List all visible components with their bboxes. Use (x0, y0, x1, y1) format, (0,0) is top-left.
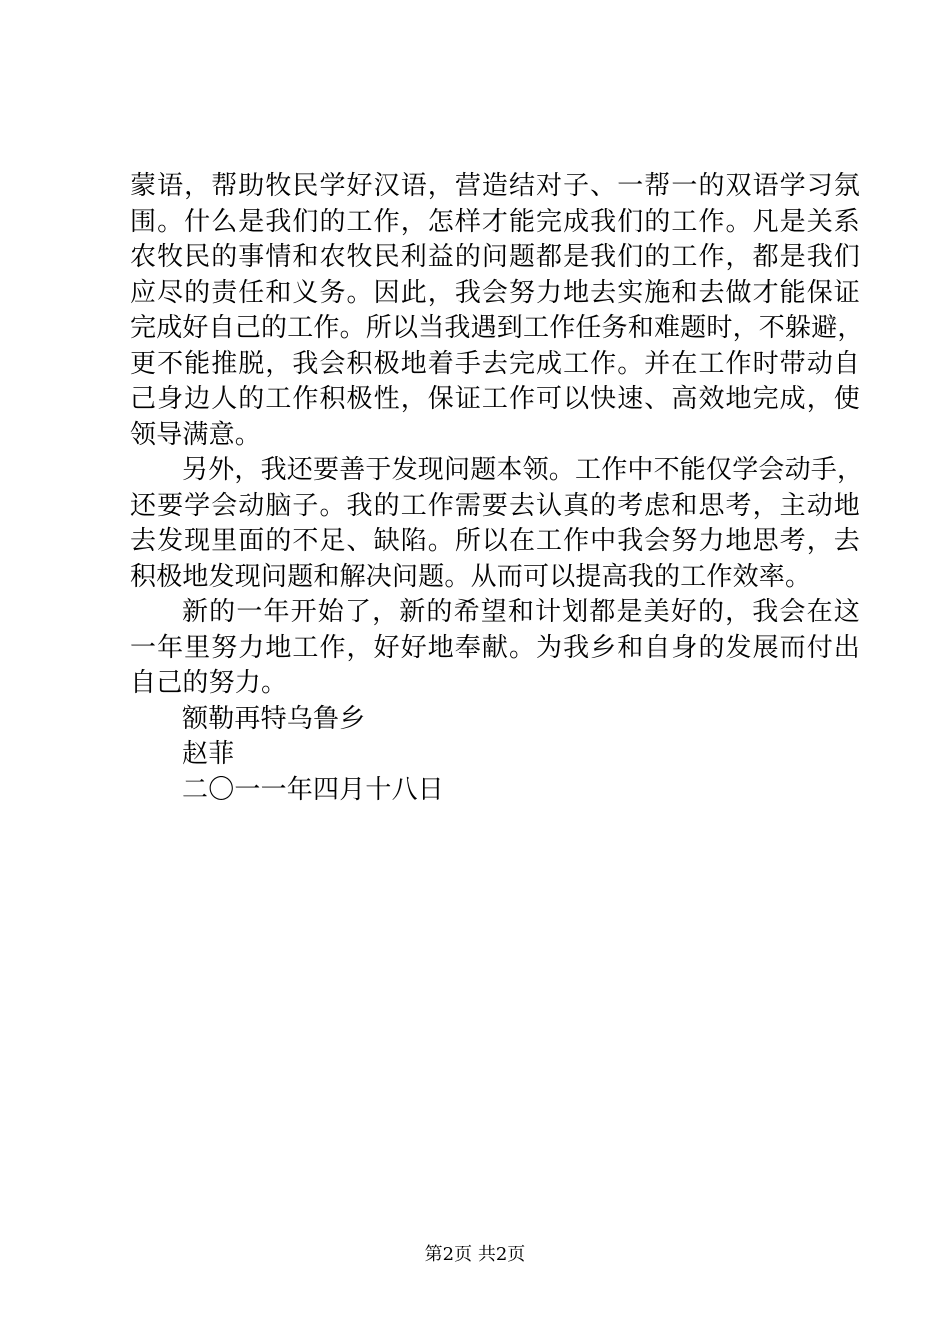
paragraph-1 (130, 169, 864, 453)
paragraph-line: 去发现里面的不足、缺陷。所以在工作中我会努力地思考，去 (130, 526, 860, 556)
document-body (130, 169, 864, 808)
page-footer (0, 1243, 950, 1267)
signature-organization: 额勒再特乌鲁乡 (182, 703, 366, 734)
paragraph-line: 还要学会动脑子。我的工作需要去认真的考虑和思考，主动地 (130, 490, 860, 521)
paragraph-line: 一年里努力地工作，好好地奉献。为我乡和自身的发展而付出 (130, 632, 860, 663)
paragraph-line: 围。什么是我们的工作，怎样才能完成我们的工作。凡是关系 (130, 206, 860, 237)
paragraph-line: 农牧民的事情和农牧民利益的问题都是我们的工作，都是我们 (130, 242, 860, 272)
paragraph-line: 应尽的责任和义务。因此，我会努力地去实施和去做才能保证 (130, 277, 860, 308)
paragraph-line: 己身边人的工作积极性，保证工作可以快速、高效地完成，使 (130, 384, 860, 414)
paragraph-line: 领导满意。 (130, 419, 262, 450)
paragraph-line: 更不能推脱，我会积极地着手去完成工作。并在工作时带动自 (130, 348, 860, 379)
paragraph-line: 积极地发现问题和解决问题。从而可以提高我的工作效率。 (130, 561, 812, 592)
paragraph-3 (130, 595, 860, 702)
signature-date: 二〇一一年四月十八日 (182, 774, 445, 805)
paragraph-line: 完成好自己的工作。所以当我遇到工作任务和难题时，不躲避， (130, 313, 864, 343)
signature-block (130, 702, 860, 809)
paragraph-line: 蒙语，帮助牧民学好汉语，营造结对子、一帮一的双语学习氛 (130, 171, 860, 201)
paragraph-line: 新的一年开始了，新的希望和计划都是美好的，我会在这 (182, 597, 860, 627)
page-number-label: 第2页 共2页 (424, 1244, 526, 1265)
paragraph-line: 自己的努力。 (130, 668, 288, 698)
paragraph-2 (130, 453, 864, 595)
signature-name: 赵菲 (182, 739, 235, 769)
paragraph-line: 另外，我还要善于发现问题本领。工作中不能仅学会动手， (182, 455, 864, 485)
